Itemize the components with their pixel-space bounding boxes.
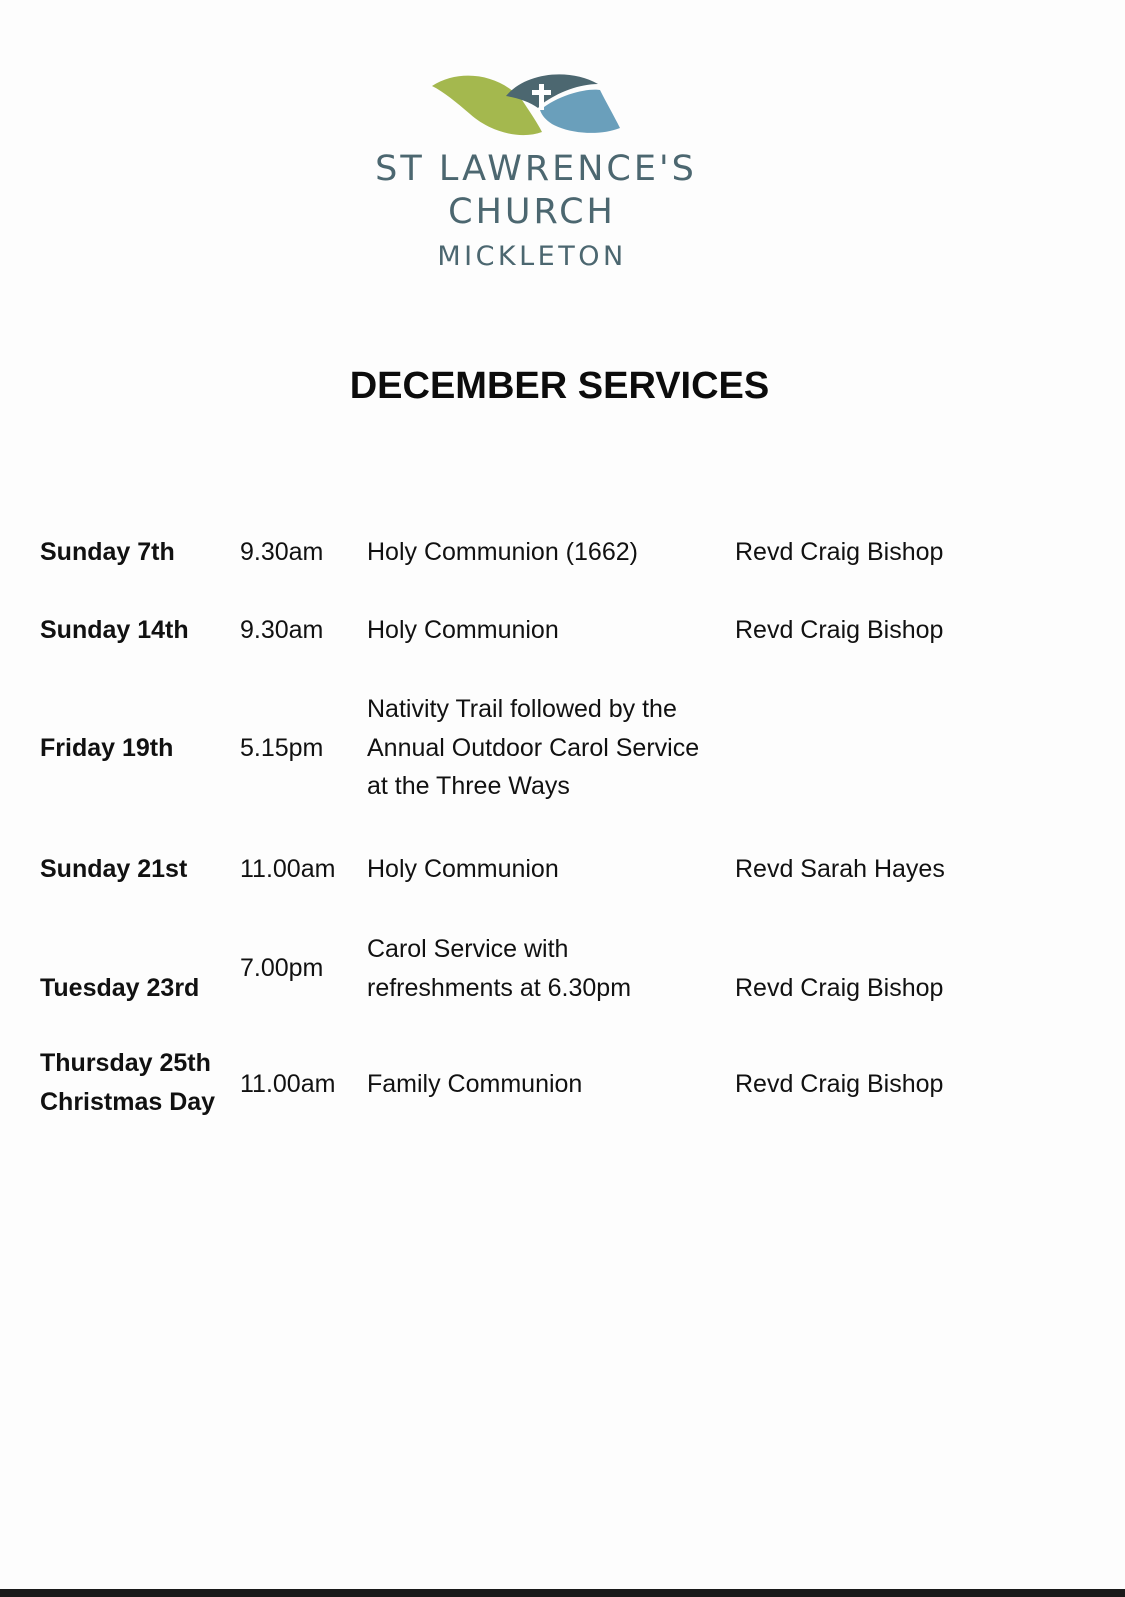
service-day: Tuesday 23rd <box>40 973 200 1002</box>
service-day: Sunday 7th <box>40 538 175 566</box>
service-officiant: Revd Sarah Hayes <box>735 855 945 883</box>
logo-church-name: ST LAWRENCE'S <box>375 149 697 189</box>
service-officiant: Revd Craig Bishop <box>735 538 944 566</box>
service-officiant: Revd Craig Bishop <box>735 1070 944 1098</box>
service-time: 11.00am <box>240 855 336 883</box>
service-time: 9.30am <box>240 616 324 644</box>
page-title: DECEMBER SERVICES <box>349 365 770 407</box>
service-officiant: Revd Craig Bishop <box>735 616 944 644</box>
service-name: Family Communion <box>367 1070 583 1098</box>
service-time: 11.00am <box>240 1070 336 1098</box>
service-day: Thursday 25th Christmas Day <box>40 1049 216 1116</box>
service-name: Carol Service with refreshments at 6.30pm <box>367 935 632 1002</box>
bottom-edge-bar <box>0 1589 1125 1597</box>
service-time: 9.30am <box>240 538 324 566</box>
service-time: 5.15pm <box>240 733 324 762</box>
service-day: Sunday 21st <box>40 855 188 883</box>
service-name: Nativity Trail followed by the Annual Outdoor Carol Service at the Three Ways <box>367 695 700 800</box>
service-day: Friday 19th <box>40 733 174 762</box>
service-name: Holy Communion <box>367 616 559 644</box>
service-name: Holy Communion (1662) <box>367 538 638 566</box>
service-time: 7.00pm <box>240 954 324 982</box>
service-name: Holy Communion <box>367 855 559 883</box>
cross-wave-logo-icon <box>430 70 630 140</box>
service-day: Sunday 14th <box>40 616 189 644</box>
logo-location: MICKLETON <box>437 241 627 272</box>
church-logo <box>360 70 720 280</box>
logo-church-word: CHURCH <box>448 192 616 232</box>
service-officiant: Revd Craig Bishop <box>735 973 944 1002</box>
